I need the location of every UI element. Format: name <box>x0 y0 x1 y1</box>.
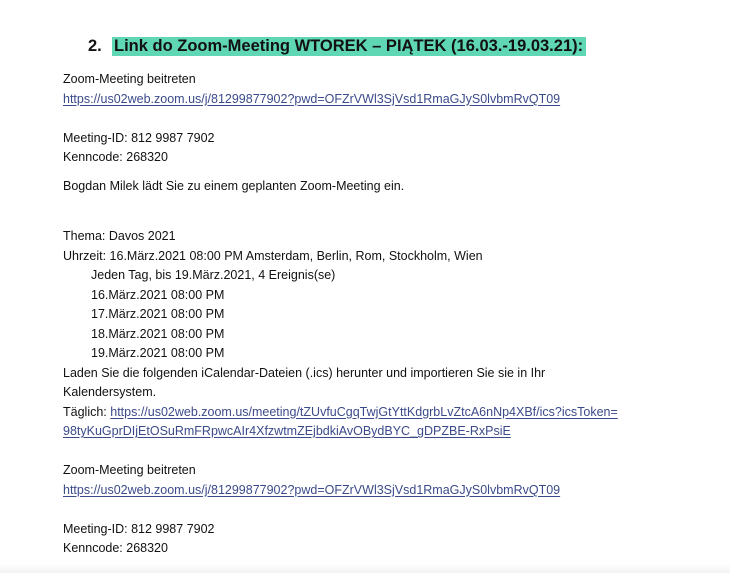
daily-ics-link-part-2[interactable]: 98tyKuGprDIjEtOSuRmFRpwcAIr4XfzwtmZEjbdkiAvOBydBYC_gDPZBE-RxPsiE <box>63 424 511 438</box>
occurrence-3: 18.März.2021 08:00 PM <box>91 326 225 341</box>
occurrence-1: 16.März.2021 08:00 PM <box>91 287 225 302</box>
daily-label: Täglich: <box>63 404 111 419</box>
meeting-time: Uhrzeit: 16.März.2021 08:00 PM Amsterdam, Berlin, Rom, Stockholm, Wien <box>63 248 483 263</box>
passcode-1: Kenncode: 268320 <box>63 150 168 164</box>
occurrence-4: 19.März.2021 08:00 PM <box>91 346 225 360</box>
ics-instructions-line-1: Laden Sie die folgenden iCalendar-Dateien (.ics) herunter und importieren Sie sie in Ihr <box>63 365 546 380</box>
meeting-id-1: Meeting-ID: 812 9987 7902 <box>63 130 215 145</box>
heading-title: Link do Zoom-Meeting WTOREK – PIĄTEK (16.03.-19.03.21): <box>112 37 586 56</box>
join-link-1[interactable]: https://us02web.zoom.us/j/81299877902?pwd=OFZrVWl3SjVsd1RmaGJyS0lvbmRvQT09 <box>63 91 561 106</box>
ics-instructions-line-2: Kalendersystem. <box>63 385 157 399</box>
section-heading <box>88 34 586 58</box>
meeting-topic: Thema: Davos 2021 <box>63 229 176 243</box>
document-body <box>63 70 713 559</box>
daily-ics-link-part-1[interactable]: https://us02web.zoom.us/meeting/tZUvfuCgqTwjGtYttKdgrbLvZtcA6nNp4XBf/ics?icsToken= <box>110 404 618 419</box>
occurrence-2: 17.März.2021 08:00 PM <box>91 307 225 321</box>
heading-number: 2. <box>88 37 102 55</box>
meeting-recurrence: Jeden Tag, bis 19.März.2021, 4 Ereignis(se) <box>91 268 336 282</box>
join-link-2[interactable]: https://us02web.zoom.us/j/81299877902?pwd=OFZrVWl3SjVsd1RmaGJyS0lvbmRvQT09 <box>63 482 561 497</box>
meeting-id-2: Meeting-ID: 812 9987 7902 <box>63 521 215 536</box>
join-label-1: Zoom-Meeting beitreten <box>63 72 196 86</box>
invite-text: Bogdan Milek lädt Sie zu einem geplanten Zoom-Meeting ein. <box>63 178 405 193</box>
join-label-2: Zoom-Meeting beitreten <box>63 463 196 477</box>
page-bottom-edge <box>0 563 730 573</box>
passcode-2: Kenncode: 268320 <box>63 541 168 555</box>
